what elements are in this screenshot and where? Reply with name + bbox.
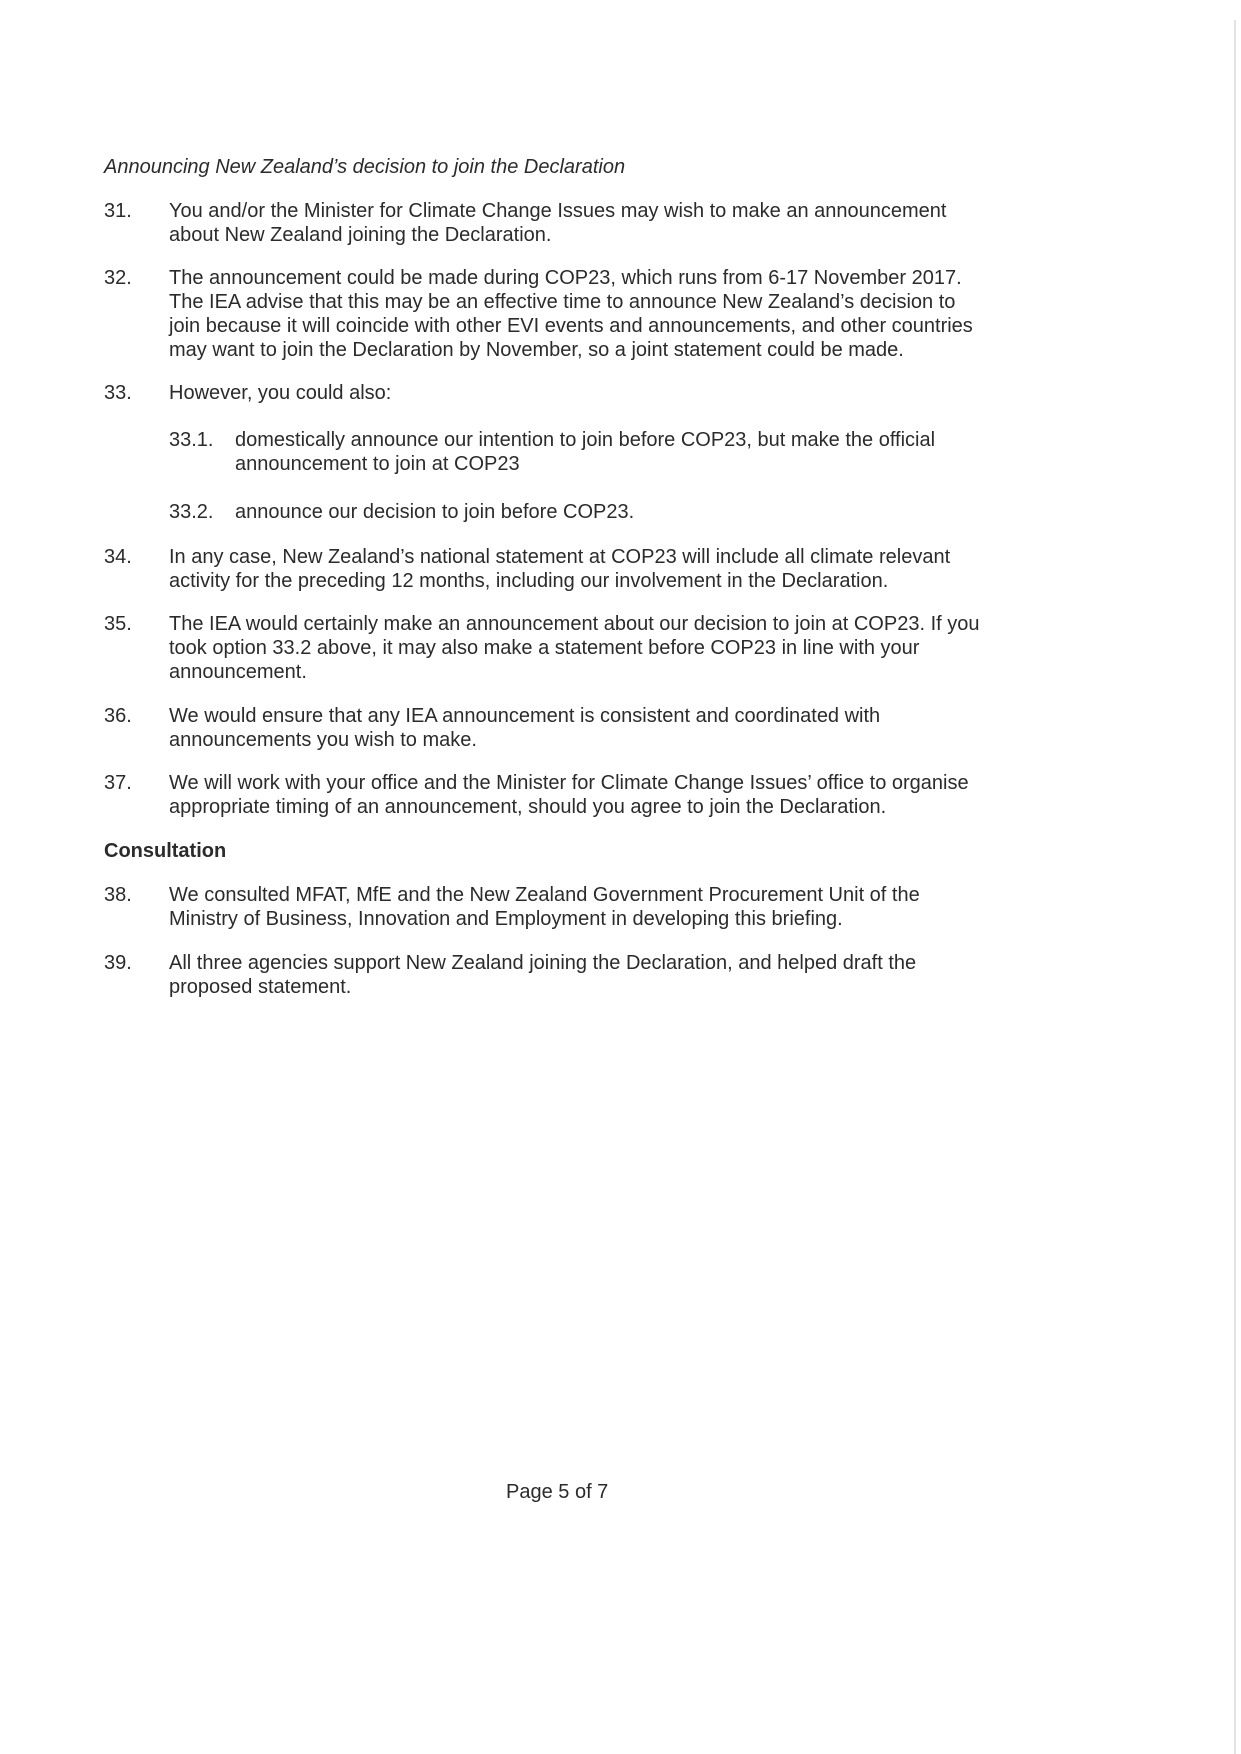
- paragraph-text: [169, 199, 946, 247]
- paragraph-number: 35.: [104, 613, 132, 635]
- text-line: may want to join the Declaration by November, so a joint statement could be made.: [169, 339, 904, 361]
- text-line: activity for the preceding 12 months, including our involvement in the Declaration.: [169, 570, 889, 592]
- paragraph-number: 38.: [104, 884, 132, 906]
- paragraph-text: [169, 545, 950, 593]
- text-line: Ministry of Business, Innovation and Employment in developing this briefing.: [169, 908, 843, 930]
- paragraph-text: [235, 500, 634, 524]
- paragraph-text: [169, 704, 880, 752]
- text-line: announcement.: [169, 661, 307, 683]
- text-line: announce our decision to join before COP23.: [235, 501, 635, 523]
- text-line: join because it will coincide with other EVI events and announcements, and other countries: [169, 315, 973, 337]
- paragraph-text: [235, 428, 935, 476]
- paragraph-text: [169, 612, 979, 684]
- paragraph-number: 34.: [104, 546, 132, 568]
- paragraph-text: [169, 883, 920, 931]
- paragraph-number: 32.: [104, 267, 132, 289]
- paragraph-text: [169, 266, 973, 362]
- text-line: You and/or the Minister for Climate Change Issues may wish to make an announcement: [169, 200, 947, 222]
- text-line: about New Zealand joining the Declaration.: [169, 224, 552, 246]
- text-line: The IEA would certainly make an announcement about our decision to join at COP23. If you: [169, 613, 980, 635]
- scan-edge: [1234, 20, 1236, 1754]
- text-line: We consulted MFAT, MfE and the New Zealand Government Procurement Unit of the: [169, 884, 920, 906]
- text-line: took option 33.2 above, it may also make a statement before COP23 in line with your: [169, 637, 920, 659]
- text-line: domestically announce our intention to join before COP23, but make the official: [235, 429, 936, 451]
- text-line: The IEA advise that this may be an effective time to announce New Zealand’s decision to: [169, 291, 956, 313]
- consultation-heading: Consultation: [104, 840, 227, 862]
- paragraph-number: 31.: [104, 200, 132, 222]
- text-line: In any case, New Zealand’s national statement at COP23 will include all climate relevant: [169, 546, 951, 568]
- paragraph-text: [169, 381, 391, 405]
- text-line: All three agencies support New Zealand joining the Declaration, and helped draft the: [169, 952, 917, 974]
- text-line: announcement to join at COP23: [235, 453, 520, 475]
- text-line: We will work with your office and the Minister for Climate Change Issues’ office to organise: [169, 772, 969, 794]
- text-line: appropriate timing of an announcement, should you agree to join the Declaration.: [169, 796, 887, 818]
- text-line: The announcement could be made during COP23, which runs from 6-17 November 2017.: [169, 267, 962, 289]
- paragraph-number: 33.: [104, 382, 132, 404]
- paragraph-text: [169, 771, 969, 819]
- text-line: announcements you wish to make.: [169, 729, 477, 751]
- paragraph-number: 36.: [104, 705, 132, 727]
- page-number: Page 5 of 7: [506, 1481, 609, 1503]
- text-line: However, you could also:: [169, 382, 392, 404]
- section-heading: Announcing New Zealand’s decision to join the Declaration: [104, 156, 626, 178]
- paragraph-text: [169, 951, 916, 999]
- text-line: We would ensure that any IEA announcement is consistent and coordinated with: [169, 705, 881, 727]
- paragraph-number: 37.: [104, 772, 132, 794]
- paragraph-number: 33.1.: [169, 429, 214, 451]
- paragraph-number: 33.2.: [169, 501, 214, 523]
- text-line: proposed statement.: [169, 976, 352, 998]
- paragraph-number: 39.: [104, 952, 132, 974]
